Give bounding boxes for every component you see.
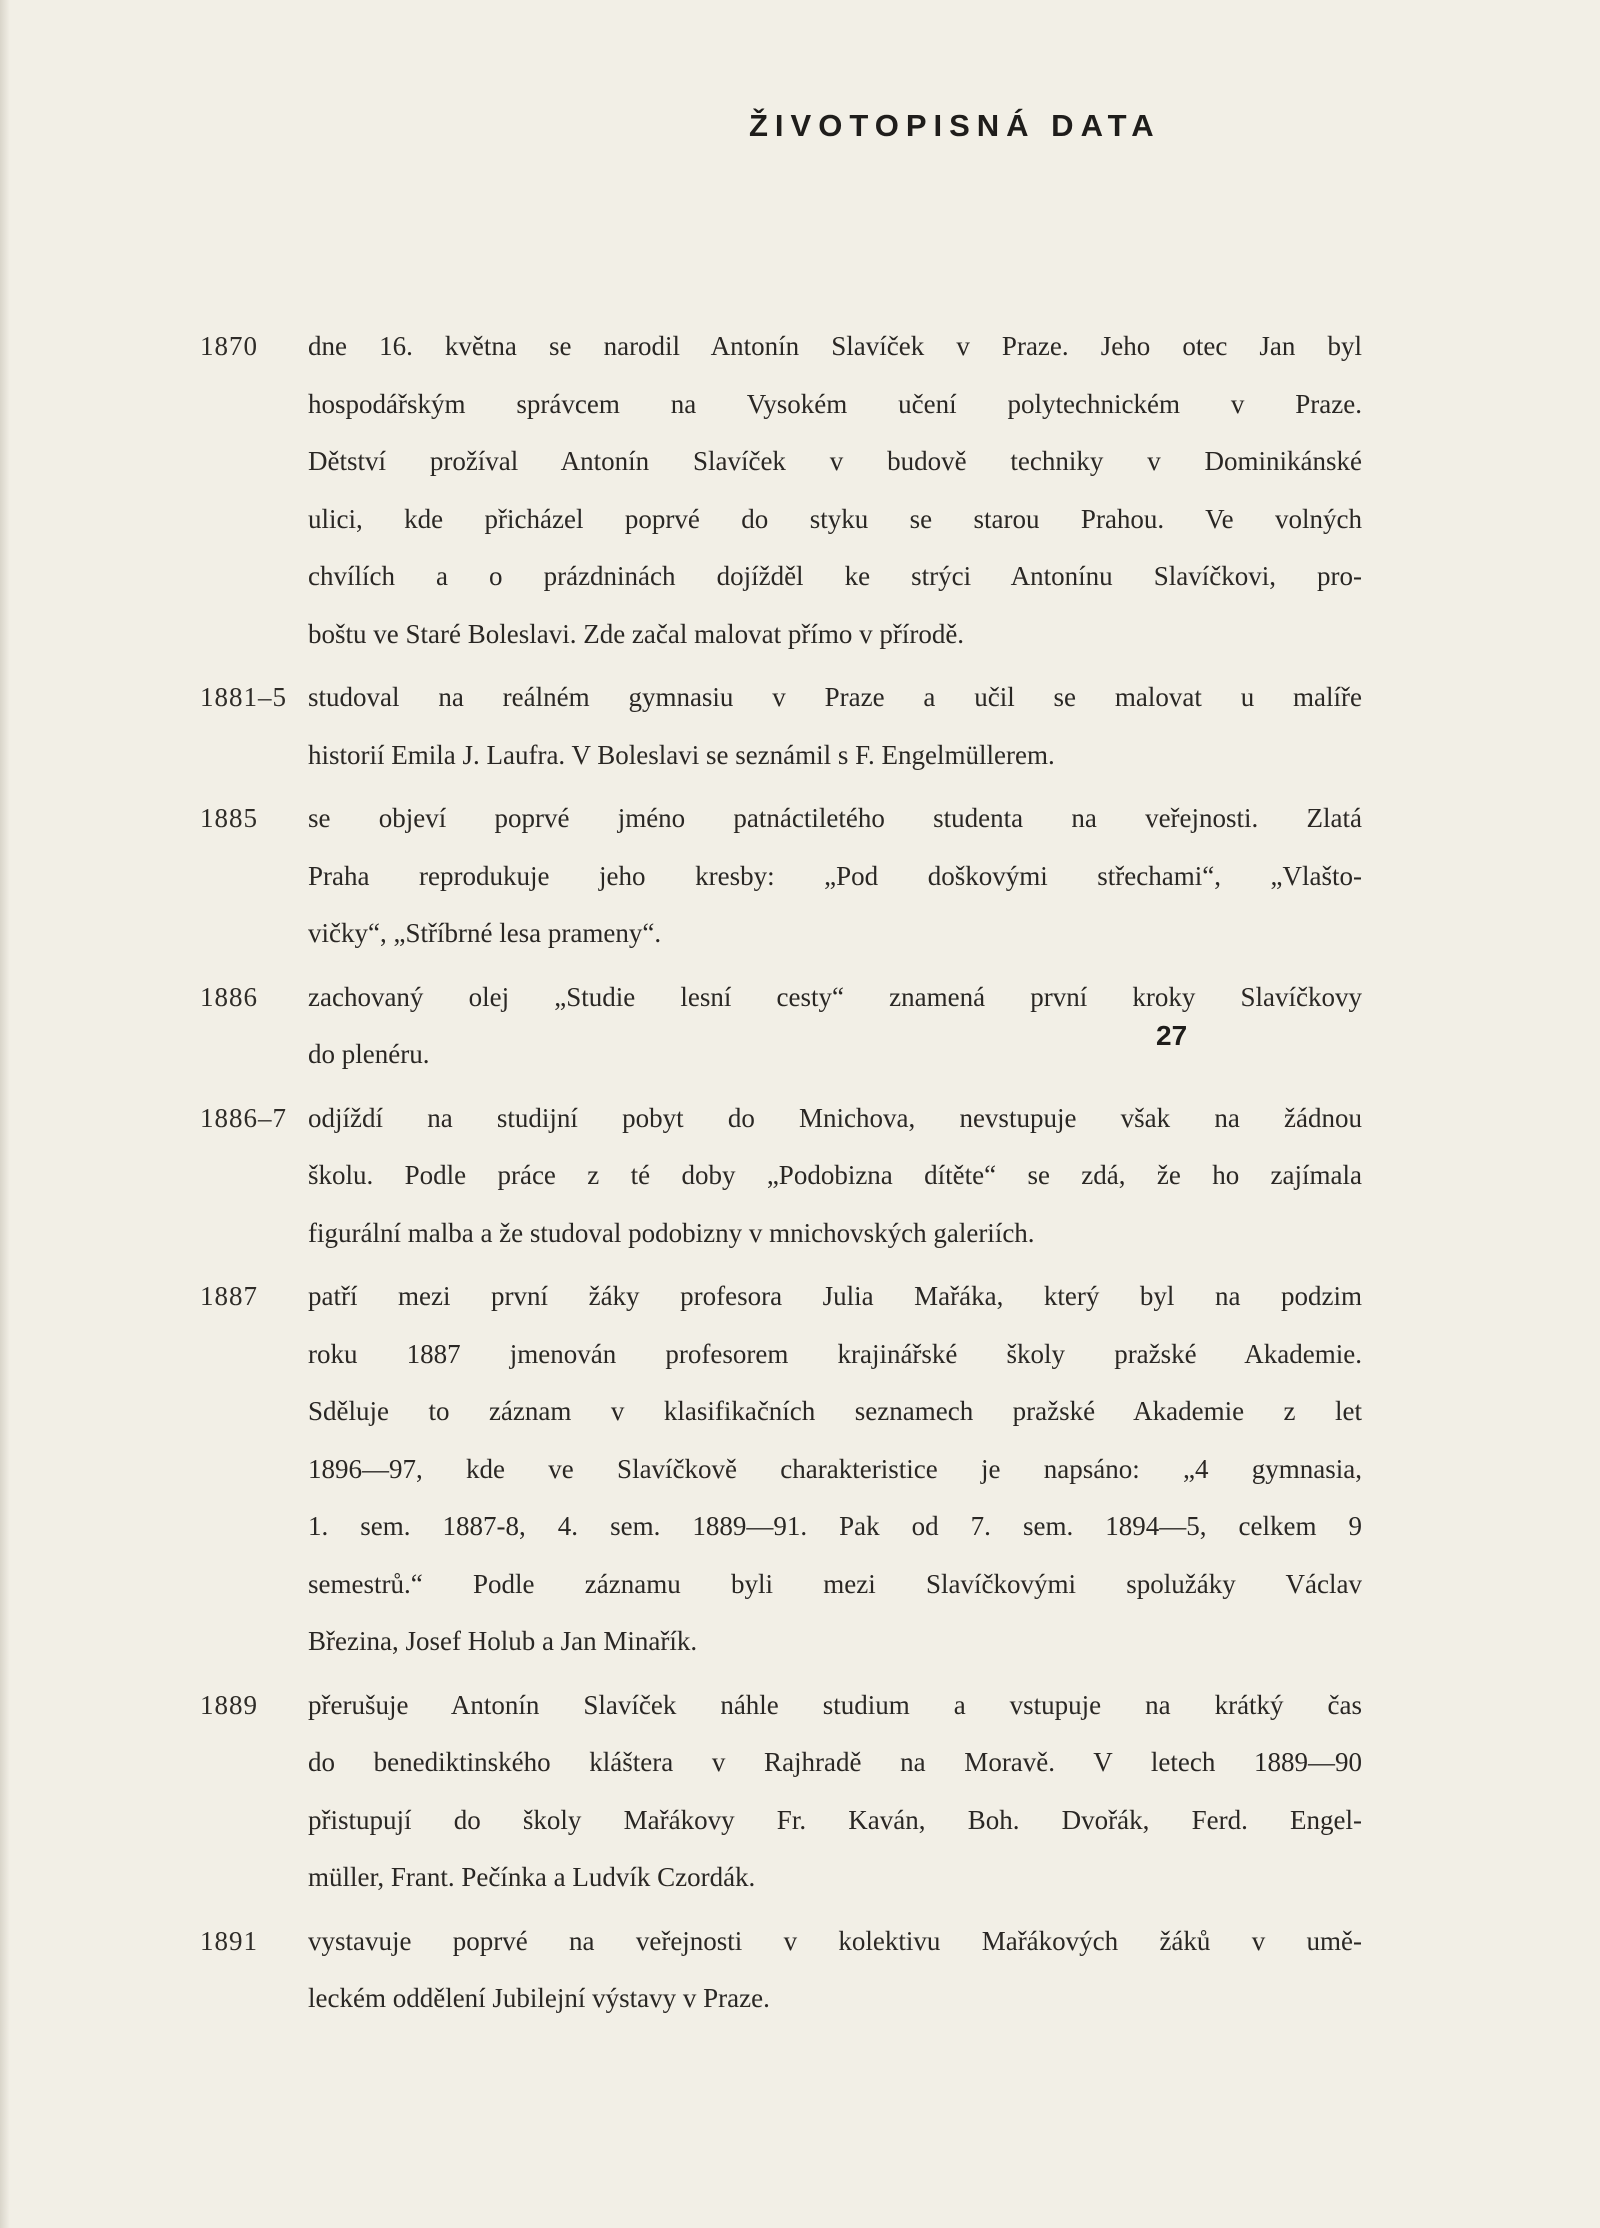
entry-text	[308, 1913, 1362, 2028]
text-line: Dětství prožíval Antonín Slavíček v budově techniky v Dominikánské	[308, 446, 1362, 476]
text-line: müller, Frant. Pečínka a Ludvík Czordák.	[308, 1862, 756, 1892]
timeline-entry	[200, 1268, 1362, 1671]
entry-text	[308, 1090, 1362, 1263]
entry-year: 1891	[200, 1925, 258, 1956]
text-line: patří mezi první žáky profesora Julia Mařáka, který byl na podzim	[308, 1281, 1362, 1311]
text-line: Sděluje to záznam v klasifikačních seznamech pražské Akademie z let	[308, 1396, 1362, 1426]
timeline-entry	[200, 1090, 1362, 1263]
text-line: chvílích a o prázdninách dojížděl ke strýci Antonínu Slavíčkovi, pro-	[308, 561, 1362, 591]
text-line: odjíždí na studijní pobyt do Mnichova, nevstupuje však na žádnou	[308, 1102, 1362, 1133]
timeline-entry	[200, 318, 1362, 663]
entry-year: 1887	[200, 1281, 258, 1311]
entry-text	[308, 318, 1362, 663]
text-line: do plenéru.	[308, 1039, 430, 1069]
entry-text	[308, 969, 1362, 1084]
text-line: 1. sem. 1887-8, 4. sem. 1889—91. Pak od 7. sem. 1894—5, celkem 9	[308, 1511, 1362, 1541]
timeline-entry	[200, 669, 1362, 784]
text-line: Praha reprodukuje jeho kresby: „Pod doškovými střechami“, „Vlašto-	[308, 860, 1362, 891]
text-line: přistupují do školy Mařákovy Fr. Kaván, Boh. Dvořák, Ferd. Engel-	[308, 1804, 1362, 1835]
entry-text	[308, 1677, 1362, 1907]
text-line: ulici, kde přicházel poprvé do styku se starou Prahou. Ve volných	[308, 503, 1362, 534]
text-line: hospodářským správcem na Vysokém učení polytechnickém v Praze.	[308, 388, 1362, 419]
text-line: se objeví poprvé jméno patnáctiletého studenta na veřejnosti. Zlatá	[308, 803, 1362, 833]
entry-text	[308, 669, 1362, 784]
text-line: 1896—97, kde ve Slavíčkově charakteristice je napsáno: „4 gymnasia,	[308, 1453, 1362, 1484]
text-line: boštu ve Staré Boleslavi. Zde začal malovat přímo v přírodě.	[308, 618, 965, 649]
text-line: vičky“, „Stříbrné lesa prameny“.	[308, 918, 662, 948]
text-line: dne 16. května se narodil Antonín Slavíček v Praze. Jeho otec Jan byl	[308, 331, 1362, 361]
timeline-entry	[200, 790, 1362, 963]
text-line: leckém oddělení Jubilejní výstavy v Praze.	[308, 1983, 770, 2013]
text-line: figurální malba a že studoval podobizny v mnichovských galeriích.	[308, 1217, 1035, 1248]
timeline-entry	[200, 1913, 1362, 2028]
text-line: zachovaný olej „Studie lesní cesty“ znamená první kroky Slavíčkovy	[308, 981, 1362, 1012]
entry-text	[308, 790, 1362, 963]
timeline-entry	[200, 1677, 1362, 1907]
page-edge-shadow	[0, 0, 10, 2228]
entry-year: 1889	[200, 1689, 258, 1720]
entry-year: 1886–7	[200, 1102, 287, 1133]
text-line: do benediktinského kláštera v Rajhradě na Moravě. V letech 1889—90	[308, 1747, 1362, 1777]
text-line: studoval na reálném gymnasiu v Praze a učil se malovat u malíře	[308, 682, 1362, 712]
page-number: 27	[1156, 1020, 1188, 1051]
text-line: Březina, Josef Holub a Jan Minařík.	[308, 1626, 698, 1656]
text-line: školu. Podle práce z té doby „Podobizna dítěte“ se zdá, že ho zajímala	[308, 1160, 1362, 1190]
entry-text	[308, 1268, 1362, 1671]
text-line: přerušuje Antonín Slavíček náhle studium a vstupuje na krátký čas	[308, 1689, 1362, 1720]
text-line: roku 1887 jmenován profesorem krajinářské školy pražské Akademie.	[308, 1338, 1362, 1369]
biography-entries	[200, 318, 1362, 2034]
text-line: semestrů.“ Podle záznamu byli mezi Slavíčkovými spolužáky Václav	[308, 1568, 1362, 1599]
entry-year: 1885	[200, 803, 258, 833]
text-line: historií Emila J. Laufra. V Boleslavi se seznámil s F. Engelmüllerem.	[308, 739, 1055, 770]
entry-year: 1886	[200, 981, 258, 1012]
timeline-entry	[200, 969, 1362, 1084]
entry-year: 1881–5	[200, 682, 287, 712]
page-title: ŽIVOTOPISNÁ DATA	[749, 108, 1161, 143]
text-line: vystavuje poprvé na veřejnosti v kolektivu Mařákových žáků v umě-	[308, 1925, 1362, 1956]
entry-year: 1870	[200, 331, 258, 361]
